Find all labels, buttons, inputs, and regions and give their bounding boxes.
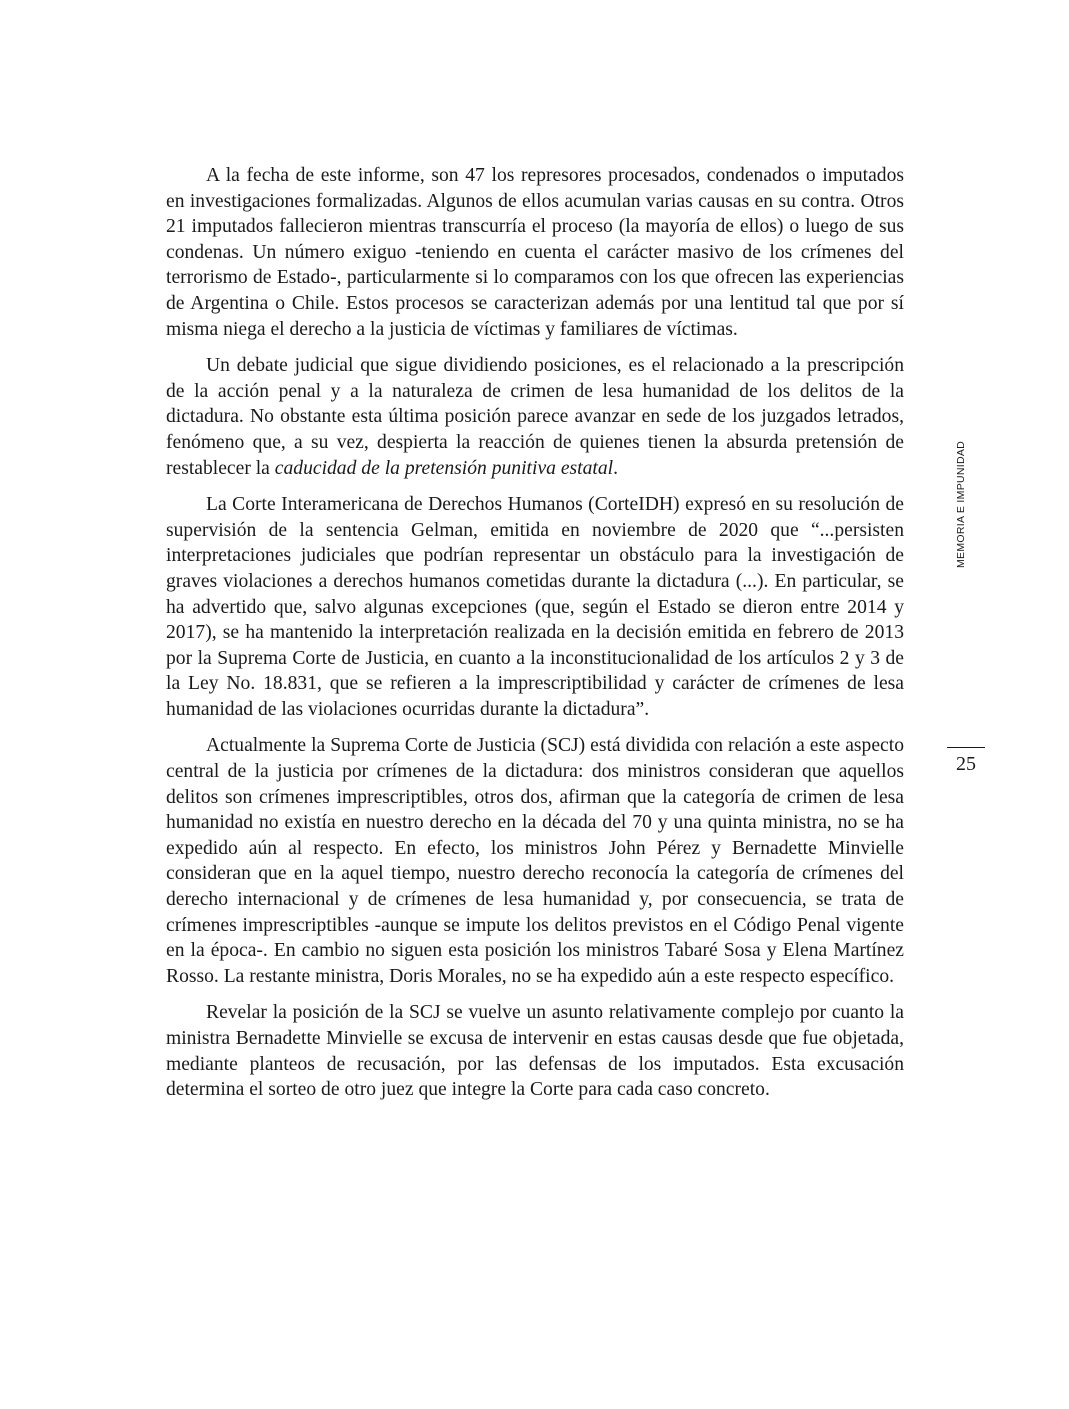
paragraph-4-text: Actualmente la Suprema Corte de Justicia (SCJ) está dividida con relación a este aspecto central de la justicia por crímenes de la dictadura: dos ministros consideran que aquellos delitos son crímenes imprescriptibles, otros dos, afirman que la categoría de crimen de lesa humanidad no existía en nuestro derecho en la década del 70 y una quinta ministra, no se ha expedido aún al respecto. En efecto, los ministros John Pérez y Bernadette Minvielle consideran que en la aquel tiempo, nuestro derecho reconocía la categoría de crímenes del derecho internacional y de crímenes de lesa humanidad y, por consecuencia, se trata de crímenes imprescriptibles -aunque se impute los delitos previstos en el Código Penal vigente en la época-. En cambio no siguen esta posición los ministros Tabaré Sosa y Elena Martínez Rosso. La restante ministra, Doris Morales, no se ha expedido aún a este respecto específico.: [166, 735, 904, 987]
running-head: MEMORIA E IMPUNIDAD: [955, 440, 967, 568]
paragraph-1: [166, 163, 904, 342]
paragraph-2-italic-term: caducidad de la pretensión punitiva estatal: [274, 457, 614, 479]
paragraph-2-end: .: [613, 457, 618, 479]
paragraph-5-text: Revelar la posición de la SCJ se vuelve un asunto relativamente complejo por cuanto la ministra Bernadette Minvielle se excusa de intervenir en estas causas desde que fue objetada, mediante planteos de recusación, por las defensas de los imputados. Esta excusación determina el sorteo de otro juez que integre la Corte para cada caso concreto.: [166, 1002, 904, 1101]
paragraph-4: [166, 733, 904, 989]
paragraph-1-text: A la fecha de este informe, son 47 los represores procesados, condenados o imputados en investigaciones formalizadas. Algunos de ellos acumulan varias causas en su contra. Otros 21 imputados fallecieron mientras transcurría el proceso (la mayoría de ellos) o luego de sus condenas. Un número exiguo -teniendo en cuenta el carácter masivo de los crímenes del terrorismo de Estado-, particularmente si lo comparamos con los que ofrecen las experiencias de Argentina o Chile. Estos procesos se caracterizan además por una lentitud tal que por sí misma niega el derecho a la justicia de víctimas y familiares de víctimas.: [166, 165, 904, 340]
paragraph-2-text: Un debate judicial que sigue dividiendo posiciones, es el relacionado a la prescripción de la acción penal y a la naturaleza de crimen de lesa humanidad de los delitos de la dictadura. No obstante esta última posición parece avanzar en sede de los juzgados letrados, fenómeno que, a su vez, despierta la reacción de quienes tienen la absurda pretensión de restablecer la: [166, 355, 904, 479]
paragraph-3-text: La Corte Interamericana de Derechos Humanos (CorteIDH) expresó en su resolución de supervisión de la sentencia Gelman, emitida en noviembre de 2020 que “...persisten interpretaciones judiciales que podrían representar un obstáculo para la investigación de graves violaciones a derechos humanos cometidas durante la dictadura (...). En particular, se ha advertido que, salvo algunas excepciones (que, según el Estado se dieron entre 2014 y 2017), se ha mantenido la interpretación realizada en la decisión emitida en febrero de 2013 por la Suprema Corte de Justicia, en cuanto a la inconstitucionalidad de los artículos 2 y 3 de la Ley No. 18.831, que se refieren a la imprescriptibilidad y carácter de crímenes de lesa humanidad de las violaciones ocurridas durante la dictadura”.: [166, 494, 904, 720]
paragraph-3: [166, 492, 904, 722]
page-number: 25: [956, 753, 976, 775]
paragraph-5: [166, 1000, 904, 1102]
page-number-rule: [947, 747, 985, 748]
body-text: [166, 163, 904, 1114]
paragraph-2: [166, 353, 904, 481]
